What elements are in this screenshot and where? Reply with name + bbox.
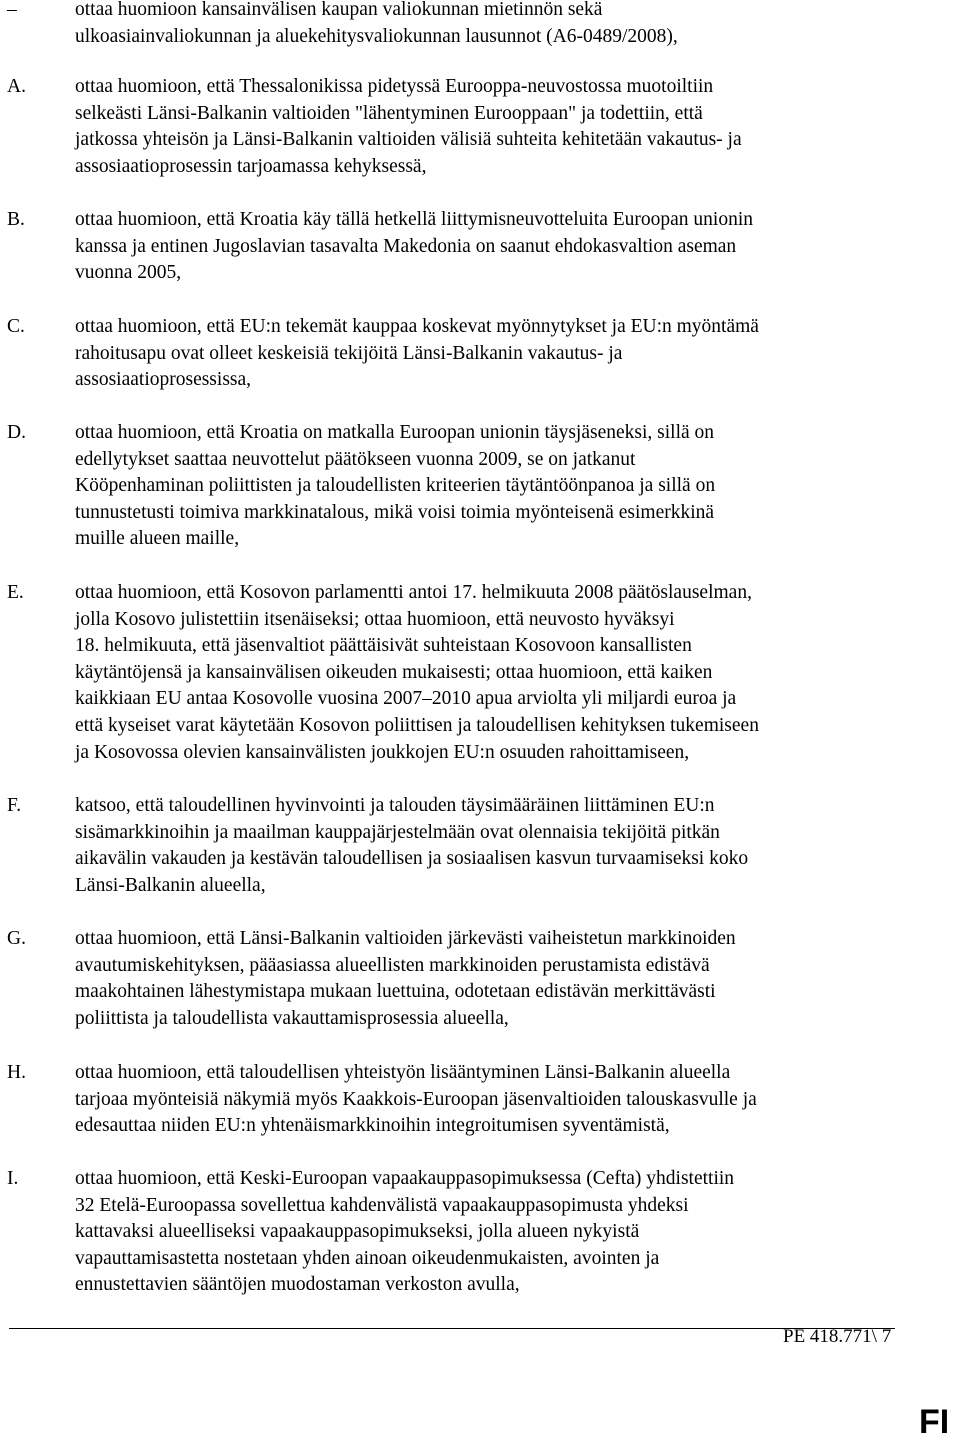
text-line: ottaa huomioon, että Keski-Euroopan vapaakauppasopimuksessa (Cefta) yhdistettiin (75, 1168, 735, 1189)
text-line: vuonna 2005, (75, 262, 182, 284)
text-line: poliittista ja taloudellista vakauttamisprosessia alueella, (75, 1007, 509, 1029)
document-reference: PE 418.771\ 7 (783, 1326, 892, 1347)
text-line: ottaa huomioon, että taloudellisen yhteistyön lisääntyminen Länsi-Balkanin alueella (75, 1062, 731, 1083)
text-line: ottaa huomioon, että Kroatia on matkalla Euroopan unionin täysjäseneksi, sillä on (75, 422, 715, 443)
recital-text (75, 0, 678, 50)
text-line: kattavaksi alueelliseksi vapaakauppasopimukseksi, jolla alueen nykyistä (75, 1221, 640, 1243)
recital-marker: H. (7, 1062, 26, 1083)
recital-marker: G. (7, 928, 26, 949)
text-line: ottaa huomioon, että Kroatia käy tällä hetkellä liittymisneuvotteluita Euroopan unionin (75, 209, 753, 230)
text-line: selkeästi Länsi-Balkanin valtioiden "lähentyminen Eurooppaan" ja todettiin, että (75, 102, 703, 124)
text-line: ulkoasiainvaliokunnan ja aluekehitysvaliokunnan lausunnot (A6-0489/2008), (75, 25, 678, 47)
text-line: että kyseiset varat käytetään Kosovon poliittisen ja taloudellisen kehityksen tukemiseen (75, 714, 759, 736)
text-line: maakohtainen lähestymistapa mukaan luettuina, odotetaan edistävän merkittävästi (75, 981, 716, 1003)
text-line: ja Kosovossa olevien kansainvälisten joukkojen EU:n osuuden rahoittamiseen, (75, 741, 690, 763)
recital-marker: D. (7, 422, 26, 443)
text-line: tarjoaa myönteisiä näkymiä myös Kaakkois-Euroopan jäsenvaltioiden talouskasvulle ja (75, 1088, 757, 1110)
recital-text (75, 314, 759, 394)
recital-text (75, 207, 753, 287)
text-line: ennustettavien sääntöjen muodostaman verkoston avulla, (75, 1274, 520, 1296)
text-line: avautumiskehityksen, pääasiassa alueellisten markkinoiden perustamista edistävä (75, 954, 710, 976)
text-line: Länsi-Balkanin alueella, (75, 874, 266, 896)
text-line: edesauttaa niiden EU:n yhtenäismarkkinoihin integroitumisen syventämistä, (75, 1115, 670, 1137)
text-line: 32 Etelä-Euroopassa sovellettua kahdenvälistä vapaakauppasopimusta yhdeksi (75, 1194, 689, 1216)
text-line: ottaa huomioon kansainvälisen kaupan valiokunnan mietinnön sekä (75, 0, 603, 20)
recital-text (75, 1166, 734, 1299)
text-line: kaikkiaan EU antaa Kosovolle vuosina 2007–2010 apua arviolta yli miljardi euroa ja (75, 688, 737, 710)
recital-text (75, 793, 748, 899)
text-line: vapauttamisastetta nostetaan yhden ainoan oikeudenmukaisten, avointen ja (75, 1247, 660, 1269)
recital-marker: A. (7, 76, 26, 97)
recital-marker: – (7, 0, 17, 20)
recital-text (75, 1060, 757, 1140)
text-line: jolla Kosovo julistettiin itsenäiseksi; ottaa huomioon, että neuvosto hyväksyi (75, 608, 675, 630)
recital-text (75, 420, 715, 553)
text-line: 18. helmikuuta, että jäsenvaltiot päättäisivät suhteistaan Kosovoon kansallisten (75, 635, 692, 657)
text-line: ottaa huomioon, että EU:n tekemät kauppaa koskevat myönnytykset ja EU:n myöntämä (75, 316, 759, 337)
recital-marker: I. (7, 1168, 19, 1189)
text-line: assosiaatioprosessin tarjoamassa kehyksessä, (75, 155, 427, 177)
text-line: kanssa ja entinen Jugoslavian tasavalta Makedonia on saanut ehdokasvaltion aseman (75, 235, 737, 257)
text-line: katsoo, että taloudellinen hyvinvointi ja talouden täysimääräinen liittäminen EU:n (75, 795, 715, 816)
text-line: tunnustetusti toimiva markkinatalous, mikä voisi toimia myönteisenä esimerkkinä (75, 501, 715, 523)
text-line: muille alueen maille, (75, 528, 240, 550)
footer-divider (9, 1328, 895, 1329)
recital-text (75, 926, 736, 1032)
text-line: jatkossa yhteisön ja Länsi-Balkanin valtioiden välisiä suhteita kehitetään vakautus- ja (75, 129, 742, 151)
recital-marker: F. (7, 795, 22, 816)
text-line: ottaa huomioon, että Kosovon parlamentti antoi 17. helmikuuta 2008 päätöslauselman, (75, 582, 752, 603)
recital-text (75, 580, 759, 766)
recital-marker: B. (7, 209, 25, 230)
recital-text (75, 74, 742, 180)
text-line: aikavälin vakauden ja kestävän taloudellisen ja sosiaalisen kasvun turvaamiseksi koko (75, 848, 749, 870)
text-line: ottaa huomioon, että Thessalonikissa pidetyssä Eurooppa-neuvostossa muotoiltiin (75, 76, 714, 97)
text-line: assosiaatioprosessissa, (75, 369, 252, 391)
text-line: sisämarkkinoihin ja maailman kauppajärjestelmään ovat olennaisia tekijöitä pitkän (75, 821, 720, 843)
text-line: ottaa huomioon, että Länsi-Balkanin valtioiden järkevästi vaiheistetun markkinoiden (75, 928, 736, 949)
text-line: Kööpenhaminan poliittisten ja taloudellisten kriteerien täytäntöönpanoa ja sillä on (75, 475, 716, 497)
recital-marker: C. (7, 316, 25, 337)
text-line: rahoitusapu ovat olleet keskeisiä tekijöitä Länsi-Balkanin vakautus- ja (75, 342, 623, 364)
language-code: FI (919, 1403, 950, 1441)
recital-marker: E. (7, 582, 24, 603)
text-line: edellytykset saattaa neuvottelut päätökseen vuonna 2009, se on jatkanut (75, 448, 636, 470)
text-line: käytäntöjensä ja kansainvälisen oikeuden mukaisesti; ottaa huomioon, että kaiken (75, 661, 713, 683)
